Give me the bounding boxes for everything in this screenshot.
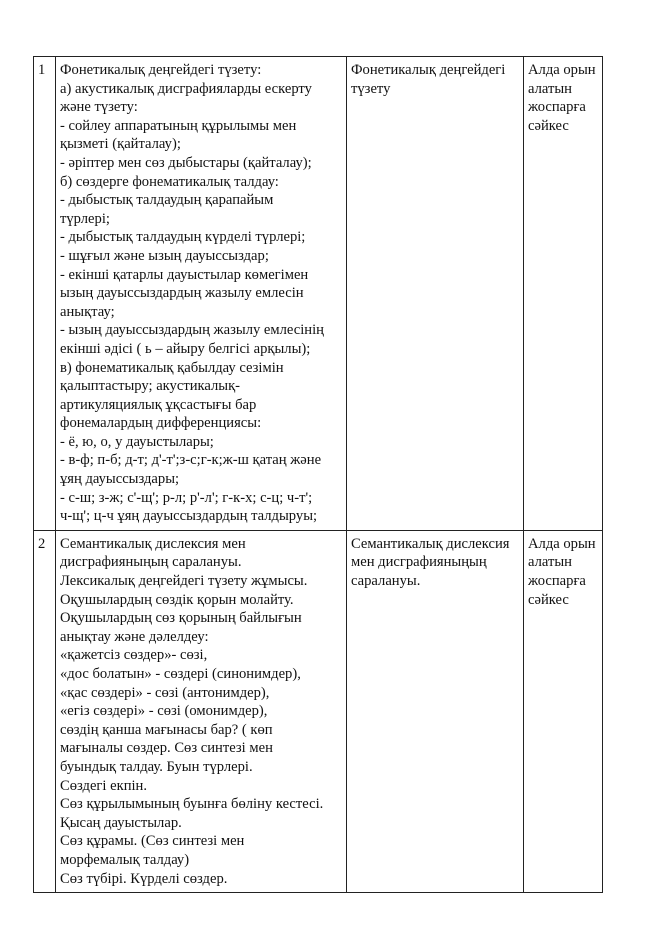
content-line: - дыбыстық талдаудың қарапайым: [60, 192, 274, 209]
term-line: жоспарға: [528, 573, 586, 590]
content-line: - әріптер мен сөз дыбыстары (қайталау);: [60, 154, 312, 171]
content-line: - с-ш; з-ж; с'-щ'; р-л; р'-л'; г-к-х; с-ц; ч-т';: [60, 489, 313, 506]
table-row: [34, 530, 603, 892]
term-line: жоспарға: [528, 99, 586, 116]
content-line: Семантикалық дислексия мен: [60, 535, 246, 552]
content-line: Оқушылардың сөз қорының байлығын: [60, 610, 302, 627]
content-line: - ё, ю, о, у дауыстылары;: [60, 433, 214, 450]
term-line: алатын: [528, 80, 572, 97]
content-line: қалыптастыру; акустикалық-: [60, 378, 241, 395]
content-line: - ызың дауыссыздардың жазылу емлесінің: [60, 322, 324, 339]
content-line: «қас сөздері» - сөзі (антонимдер),: [60, 684, 270, 701]
content-line: «дос болатын» - сөздері (синонимдер),: [60, 666, 301, 682]
content-line: ызың дауыссыздардың жазылу емлесін: [60, 285, 304, 302]
content-line: Лексикалық деңгейдегі түзету жұмысы.: [60, 573, 308, 590]
row-topic: [347, 530, 524, 892]
content-line: қызметі (қайталау);: [60, 136, 181, 153]
content-line: және түзету:: [60, 99, 138, 116]
content-line: ч-щ'; ц-ч ұяң дауыссыздардың талдыруы;: [60, 508, 318, 525]
topic-line: түзету: [351, 80, 391, 97]
content-line: морфемалық талдау): [60, 851, 190, 868]
term-line: сәйкес: [528, 591, 569, 608]
row-term: [524, 530, 603, 892]
content-line: - шұғыл және ызың дауыссыздар;: [60, 247, 269, 264]
topic-line: саралануы.: [351, 573, 421, 590]
content-line: түрлері;: [60, 210, 110, 227]
content-line: мағыналы сөздер. Сөз синтезі мен: [60, 740, 273, 757]
term-line: Алда орын: [528, 535, 596, 552]
content-line: Сөз құрамы. (Сөз синтезі мен: [60, 833, 245, 850]
row-content: [56, 57, 347, 531]
content-line: анықтау және дәлелдеу:: [60, 628, 209, 645]
term-line: сәйкес: [528, 117, 569, 134]
content-line: - в-ф; п-б; д-т; д'-т';з-с;г-к;ж-ш қатаң және: [60, 452, 322, 469]
content-line: буындық талдау. Буын түрлері.: [60, 758, 253, 775]
table-row: [34, 57, 603, 531]
term-line: алатын: [528, 554, 572, 571]
content-line: а) акустикалық дисграфияларды ескерту: [60, 80, 312, 97]
row-topic: [347, 57, 524, 531]
content-line: дисграфияныңың саралануы.: [60, 554, 242, 571]
content-line: - сойлеу аппаратының құрылымы мен: [60, 117, 297, 134]
content-line: артикуляциялық ұқсастығы бар: [60, 396, 257, 413]
content-line: екінші әдісі ( ь – айыру белгісі арқылы);: [60, 340, 311, 357]
content-line: «егіз сөздері» - сөзі (омонимдер),: [60, 703, 268, 720]
content-line: Қысаң дауыстылар.: [60, 814, 182, 831]
content-line: ұяң дауыссыздары;: [60, 471, 180, 488]
topic-line: Фонетикалық деңгейдегі: [351, 62, 506, 78]
row-number: 2: [34, 530, 56, 892]
content-line: в) фонематикалық қабылдау сезімін: [60, 359, 284, 376]
content-line: Фонетикалық деңгейдегі түзету:: [60, 62, 262, 78]
row-number: 1: [34, 57, 56, 531]
plan-table: [33, 56, 603, 893]
content-line: сөздің қанша мағынасы бар? ( көп: [60, 721, 273, 738]
topic-line: мен дисграфияныңың: [351, 554, 487, 571]
row-term: [524, 57, 603, 531]
content-line: б) сөздерге фонематикалық талдау:: [60, 173, 279, 190]
content-line: фонемалардың дифференциясы:: [60, 415, 262, 432]
content-line: Сөз құрылымының буынға бөліну кестесі.: [60, 796, 324, 813]
term-line: Алда орын: [528, 62, 596, 78]
content-line: Оқушылардың сөздік қорын молайту.: [60, 591, 294, 608]
content-line: - дыбыстық талдаудың күрделі түрлері;: [60, 229, 306, 246]
topic-line: Семантикалық дислексия: [351, 535, 510, 552]
content-line: Сөз түбірі. Күрделі сөздер.: [60, 870, 228, 887]
content-line: «қажетсіз сөздер»- сөзі,: [60, 647, 208, 664]
content-line: - екінші қатарлы дауыстылар көмегімен: [60, 266, 309, 283]
row-content: [56, 530, 347, 892]
content-line: Сөздегі екпін.: [60, 777, 148, 794]
content-line: анықтау;: [60, 303, 115, 320]
